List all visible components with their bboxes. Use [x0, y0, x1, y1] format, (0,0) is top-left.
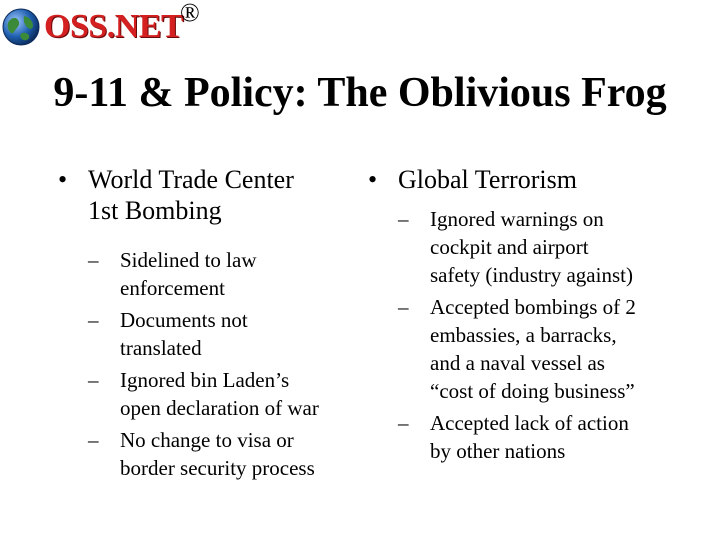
bullet-global-terrorism [368, 164, 688, 195]
bullet-dot: • [368, 165, 378, 194]
bullet-heading-line: Global Terrorism [398, 165, 577, 194]
left-column [58, 164, 368, 482]
sub-bullet-list [88, 246, 368, 482]
sub-bullet-dash: – [398, 295, 409, 319]
sub-bullet-item [398, 293, 688, 405]
sub-bullet-line: Ignored warnings on [430, 207, 604, 231]
sub-bullet-line: translated [120, 336, 202, 360]
sub-bullet-line: safety (industry against) [430, 263, 633, 287]
bullet-dot: • [58, 165, 68, 194]
oss-net-logo [2, 0, 232, 48]
registered-mark: ® [180, 0, 200, 27]
right-column [368, 164, 688, 465]
sub-bullet-line: Accepted bombings of 2 [430, 295, 636, 319]
sub-bullet-line: cockpit and airport [430, 235, 589, 259]
sub-bullet-dash: – [398, 411, 409, 435]
sub-bullet-dash: – [88, 308, 99, 332]
sub-bullet-line: Ignored bin Laden’s [120, 368, 290, 392]
sub-bullet-item [398, 409, 688, 465]
sub-bullet-dash: – [88, 248, 99, 272]
slide-title: 9-11 & Policy: The Oblivious Frog [53, 70, 667, 116]
sub-bullet-line: and a naval vessel as [430, 351, 605, 375]
sub-bullet-item [88, 426, 368, 482]
sub-bullet-item [88, 366, 368, 422]
logo-wordmark: OSS.NET [44, 8, 184, 45]
sub-bullet-list [398, 205, 688, 465]
sub-bullet-item [88, 306, 368, 362]
globe-icon [2, 8, 40, 46]
sub-bullet-line: Sidelined to law [120, 248, 257, 272]
sub-bullet-line: open declaration of war [120, 396, 319, 420]
sub-bullet-line: by other nations [430, 439, 566, 463]
sub-bullet-item [88, 246, 368, 302]
sub-bullet-dash: – [88, 368, 99, 392]
sub-bullet-line: “cost of doing business” [430, 379, 635, 403]
sub-bullet-line: Accepted lack of action [430, 411, 629, 435]
sub-bullet-line: enforcement [120, 276, 225, 300]
bullet-world-trade-center [58, 164, 368, 226]
sub-bullet-line: border security process [120, 456, 315, 480]
sub-bullet-line: embassies, a barracks, [430, 323, 617, 347]
bullet-heading-line: 1st Bombing [88, 196, 222, 225]
sub-bullet-dash: – [88, 428, 99, 452]
sub-bullet-line: No change to visa or [120, 428, 294, 452]
bullet-heading-line: World Trade Center [88, 165, 294, 194]
sub-bullet-line: Documents not [120, 308, 248, 332]
sub-bullet-dash: – [398, 207, 409, 231]
sub-bullet-item [398, 205, 688, 289]
